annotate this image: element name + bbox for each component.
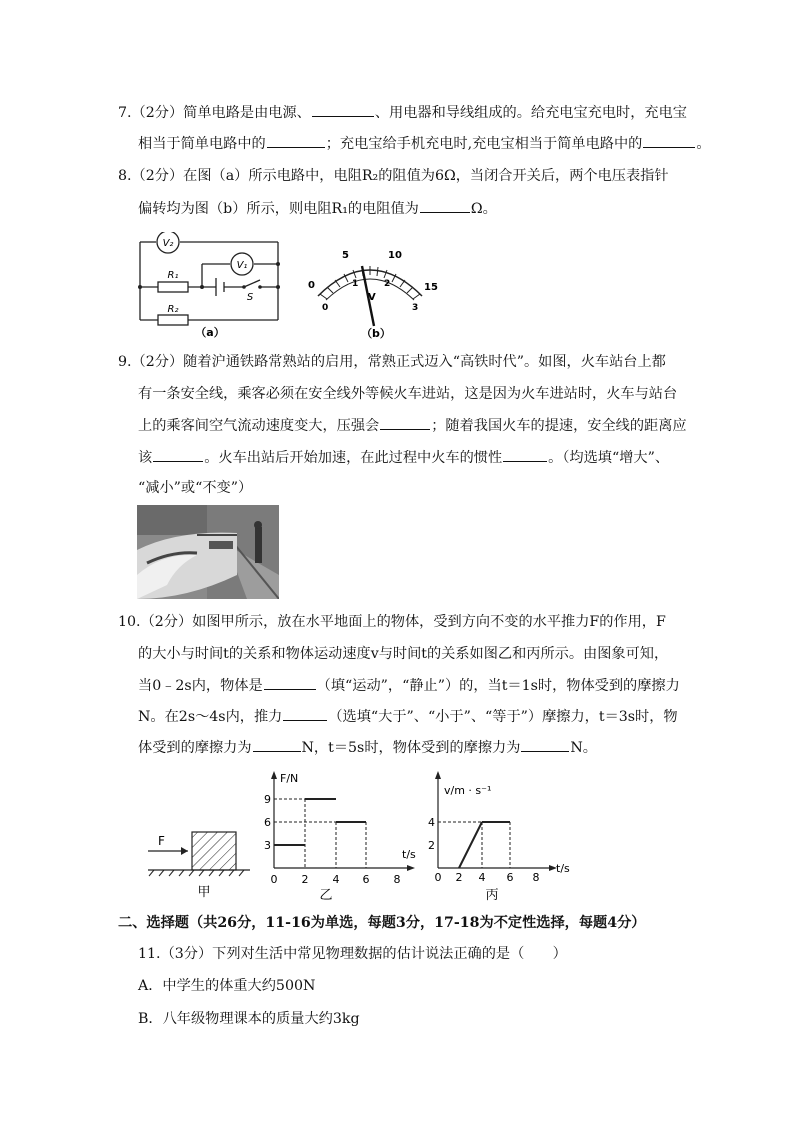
outer-tick-15: 15 bbox=[424, 282, 438, 293]
bing-xtick-2: 2 bbox=[455, 871, 463, 884]
yi-ytick-9: 9 bbox=[264, 793, 271, 806]
yi-xtick-8: 8 bbox=[393, 873, 401, 886]
answer-blank bbox=[420, 198, 470, 213]
yi-ytick-6: 6 bbox=[264, 816, 271, 829]
q9-text: 上的乘客间空气流动速度变大，压强会 bbox=[138, 418, 380, 434]
q10-text: 当0﹣2s内，物体是 bbox=[138, 678, 263, 694]
caption-b: （b） bbox=[361, 327, 391, 340]
high-speed-train-photo bbox=[137, 505, 279, 599]
answer-blank bbox=[283, 706, 327, 721]
q10-line3 bbox=[138, 675, 680, 696]
bing-ytick-2: 2 bbox=[428, 839, 435, 852]
q9-line2: 有一条安全线，乘客必须在安全线外等候火车进站，这是因为火车进站时，火车与站台 bbox=[138, 386, 678, 402]
section-title: 二、选择题（共26分，11-16为单选，每题3分，17-18为不定性选择，每题4分） bbox=[118, 915, 646, 931]
bing-ytick-4: 4 bbox=[428, 816, 435, 829]
q11-option-a: A．中学生的体重大约500N bbox=[138, 978, 316, 994]
q10-text: （填“运动”，“静止”）的，当t＝1s时，物体受到的摩擦力 bbox=[316, 678, 680, 694]
voltmeter-dial-b bbox=[300, 244, 440, 344]
bing-xtick-4: 4 bbox=[478, 871, 486, 884]
outer-tick-10: 10 bbox=[388, 250, 402, 261]
yi-xtick-0: 0 bbox=[270, 873, 278, 886]
answer-blank bbox=[264, 675, 316, 690]
q8-text: 偏转均为图（b）所示，则电阻R₁的电阻值为 bbox=[138, 201, 419, 217]
q7-text: 相当于简单电路中的 bbox=[138, 136, 266, 152]
q9-line1: 9.（2分）随着沪通铁路常熟站的启用，常熟正式迈入“高铁时代”。如图，火车站台上都 bbox=[118, 354, 666, 370]
answer-blank bbox=[643, 133, 695, 148]
q9-text: 。（均选填“增大”、 bbox=[548, 450, 670, 466]
q10-text: （选填“大于”、“小于”、“等于”）摩擦力，t＝3s时，物 bbox=[328, 709, 678, 725]
caption-a: （a） bbox=[195, 326, 225, 339]
q10-line2: 的大小与时间t的关系和物体运动速度v与时间t的关系如图乙和丙所示。由图象可知， bbox=[138, 646, 669, 662]
q8-text: Ω。 bbox=[470, 201, 497, 217]
q8-line1: 8.（2分）在图（a）所示电路中，电阻R₂的阻值为6Ω，当闭合开关后，两个电压表指针 bbox=[118, 168, 669, 184]
q7-text: 7.（2分）简单电路是由电源、 bbox=[118, 105, 311, 121]
force-label: F bbox=[158, 834, 165, 848]
q9-line4 bbox=[138, 447, 669, 468]
inner-tick-0: 0 bbox=[322, 303, 329, 313]
q10-line4 bbox=[138, 706, 678, 727]
q10-line5 bbox=[138, 737, 597, 758]
bing-ylabel: v/m · s⁻¹ bbox=[444, 784, 492, 797]
unit-label: V bbox=[368, 292, 376, 303]
circuit-diagram-a bbox=[136, 232, 288, 342]
inner-tick-1: 1 bbox=[352, 279, 359, 289]
q8-line2 bbox=[138, 198, 497, 219]
caption-jia: 甲 bbox=[197, 885, 211, 900]
answer-blank bbox=[312, 102, 374, 117]
r1-label: R₁ bbox=[167, 270, 179, 281]
outer-tick-0: 0 bbox=[308, 280, 315, 291]
bing-xlabel: t/s bbox=[556, 862, 570, 875]
yi-xlabel: t/s bbox=[402, 848, 416, 861]
bing-xtick-0: 0 bbox=[434, 871, 442, 884]
q7-text: 、用电器和导线组成的。给充电宝充电时，充电宝 bbox=[374, 105, 687, 121]
answer-blank bbox=[380, 415, 430, 430]
r2-label: R₂ bbox=[167, 304, 179, 315]
inner-tick-2: 2 bbox=[384, 279, 391, 289]
outer-tick-5: 5 bbox=[342, 250, 349, 261]
q11-stem: 11.（3分）下列对生活中常见物理数据的估计说法正确的是（ ） bbox=[138, 946, 567, 962]
q9-text: ；随着我国火车的提速，安全线的距离应 bbox=[431, 418, 687, 434]
yi-ylabel: F/N bbox=[280, 772, 299, 785]
inner-tick-3: 3 bbox=[412, 303, 419, 313]
q7-text: ；充电宝给手机充电时,充电宝相当于简单电路中的 bbox=[325, 136, 643, 152]
switch-label: S bbox=[246, 292, 254, 303]
figure-jia bbox=[144, 826, 254, 902]
figure-bing-velocity-time bbox=[420, 768, 580, 904]
v2-label: V₂ bbox=[162, 238, 174, 249]
q7-line1 bbox=[118, 102, 687, 123]
q9-line5: “减小”或“不变”） bbox=[138, 480, 253, 496]
answer-blank bbox=[521, 737, 569, 752]
v1-label: V₁ bbox=[236, 260, 248, 271]
yi-xtick-4: 4 bbox=[332, 873, 340, 886]
answer-blank bbox=[153, 447, 203, 462]
answer-blank bbox=[503, 447, 547, 462]
yi-ytick-3: 3 bbox=[264, 839, 271, 852]
yi-xtick-2: 2 bbox=[301, 873, 309, 886]
figure-yi-force-time bbox=[254, 768, 420, 904]
q9-line3 bbox=[138, 415, 687, 436]
q9-text: 该 bbox=[138, 450, 153, 466]
q10-text: N。 bbox=[570, 740, 597, 756]
bing-xtick-8: 8 bbox=[532, 871, 540, 884]
q7-line2 bbox=[138, 133, 711, 154]
caption-yi: 乙 bbox=[319, 888, 333, 903]
q10-text: N，t＝5s时，物体受到的摩擦力为 bbox=[301, 740, 521, 756]
q10-text: 体受到的摩擦力为 bbox=[138, 740, 252, 756]
answer-blank bbox=[267, 133, 325, 148]
q11-option-b: B．八年级物理课本的质量大约3kg bbox=[138, 1011, 360, 1027]
caption-bing: 丙 bbox=[485, 888, 499, 903]
yi-xtick-6: 6 bbox=[362, 873, 370, 886]
q10-text: N。在2s～4s内，推力 bbox=[138, 709, 283, 725]
answer-blank bbox=[253, 737, 301, 752]
q9-text: 。火车出站后开始加速，在此过程中火车的惯性 bbox=[204, 450, 503, 466]
bing-xtick-6: 6 bbox=[506, 871, 514, 884]
q10-line1: 10.（2分）如图甲所示，放在水平地面上的物体，受到方向不变的水平推力F的作用，F bbox=[118, 614, 666, 630]
q7-text: 。 bbox=[696, 136, 711, 152]
